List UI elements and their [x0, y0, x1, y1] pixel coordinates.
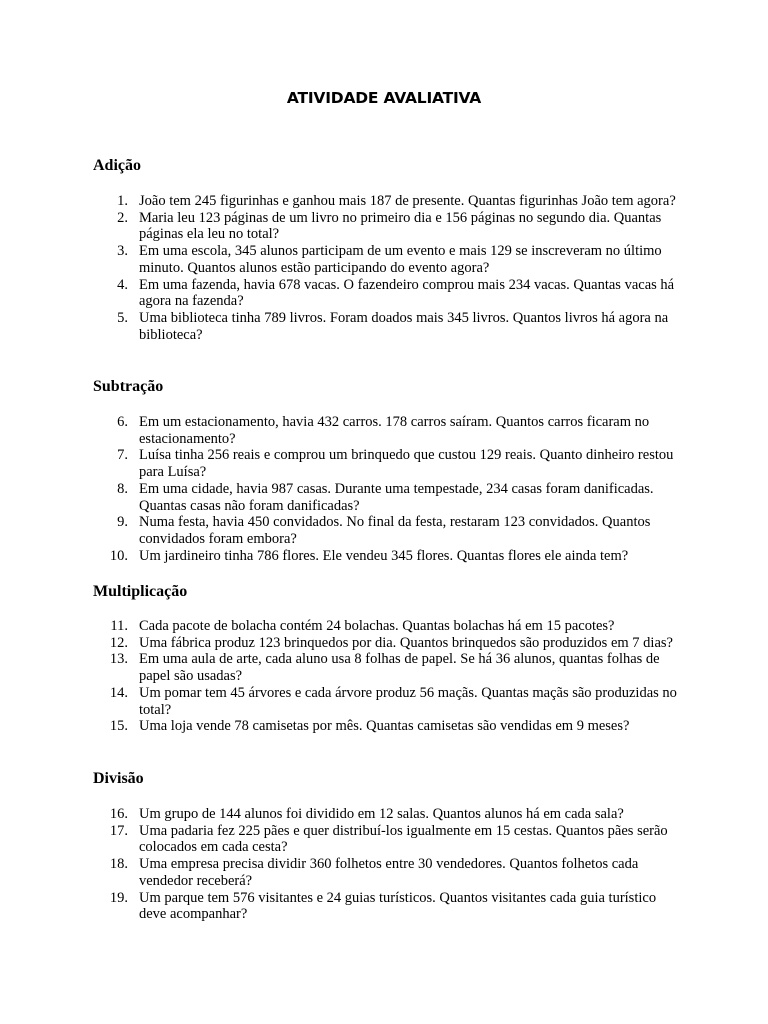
question-number: 7.: [117, 447, 128, 464]
question-number: 19.: [109, 889, 128, 906]
question-item: [93, 447, 683, 480]
question-number: 9.: [117, 514, 128, 531]
question-text: Maria leu 123 páginas de um livro no primeiro dia e 156 páginas no segundo dia. Quantas páginas ela leu no total?: [139, 209, 662, 243]
question-number: 18.: [109, 856, 128, 873]
question-item: [93, 310, 683, 343]
page-title: ATIVIDADE AVALIATIVA: [286, 89, 482, 107]
question-text: Um pomar tem 45 árvores e cada árvore produz 56 maçãs. Quantas maçãs são produzidas no total?: [139, 684, 677, 718]
question-text: Um grupo de 144 alunos foi dividido em 12 salas. Quantos alunos há em cada sala?: [139, 806, 624, 822]
question-number: 2.: [117, 209, 128, 226]
question-text: Em um estacionamento, havia 432 carros. 178 carros saíram. Quantos carros ficaram no estacionamento?: [139, 414, 650, 447]
question-item: [93, 514, 683, 547]
question-item: [93, 193, 683, 210]
question-item: [93, 651, 683, 684]
question-text: Numa festa, havia 450 convidados. No final da festa, restaram 123 convidados. Quantos convidados foram embora?: [139, 514, 651, 547]
question-number: 12.: [109, 634, 128, 651]
question-item: [93, 823, 683, 856]
question-text: Um jardineiro tinha 786 flores. Ele vendeu 345 flores. Quantas flores ele ainda tem?: [139, 547, 629, 564]
question-item: [93, 548, 683, 565]
question-number: 13.: [109, 651, 128, 668]
question-number: 15.: [109, 718, 128, 735]
question-number: 14.: [109, 684, 128, 701]
question-number: 10.: [109, 547, 128, 564]
question-text: Uma biblioteca tinha 789 livros. Foram doados mais 345 livros. Quantos livros há agora na biblioteca?: [139, 309, 669, 343]
question-item: [93, 635, 683, 652]
question-text: Uma loja vende 78 camisetas por mês. Quantas camisetas são vendidas em 9 meses?: [139, 718, 630, 735]
question-number: 4.: [117, 276, 128, 293]
question-item: [93, 806, 683, 823]
question-text: João tem 245 figurinhas e ganhou mais 187 de presente. Quantas figurinhas João tem agora?: [139, 193, 676, 209]
question-list-adicao: [93, 193, 683, 343]
question-item: [93, 685, 683, 718]
question-item: [93, 718, 683, 735]
question-item: [93, 277, 683, 310]
question-text: Uma fábrica produz 123 brinquedos por dia. Quantos brinquedos são produzidos em 7 dias?: [139, 634, 673, 651]
section-heading-subtracao: Subtração: [93, 378, 164, 395]
question-list-divisao: [93, 806, 683, 923]
question-text: Uma empresa precisa dividir 360 folhetos entre 30 vendedores. Quantos folhetos cada vendedor receberá?: [139, 856, 639, 889]
question-number: 16.: [109, 806, 128, 822]
question-number: 8.: [117, 480, 128, 497]
question-item: [93, 243, 683, 276]
section-heading-multiplicacao: Multiplicação: [93, 583, 188, 600]
section-heading-adicao: Adição: [93, 157, 141, 174]
question-text: Uma padaria fez 225 pães e quer distribuí-los igualmente em 15 cestas. Quantos pães serão colocados em cada cesta?: [139, 822, 668, 856]
question-text: Em uma escola, 345 alunos participam de um evento e mais 129 se inscreveram no último minuto. Quantos alunos estão participando do evento agora?: [139, 243, 662, 276]
question-number: 3.: [117, 243, 128, 260]
question-number: 1.: [117, 193, 128, 209]
question-item: [93, 414, 683, 447]
question-number: 6.: [117, 414, 128, 430]
question-item: [93, 856, 683, 889]
question-item: [93, 481, 683, 514]
question-item: [93, 890, 683, 923]
question-text: Luísa tinha 256 reais e comprou um brinquedo que custou 129 reais. Quanto dinheiro restou para Luísa?: [139, 447, 674, 481]
question-number: 11.: [110, 618, 128, 634]
question-item: [93, 618, 683, 635]
question-item: [93, 210, 683, 243]
question-list-subtracao: [93, 414, 683, 564]
question-text: Em uma cidade, havia 987 casas. Durante uma tempestade, 234 casas foram danificadas. Quantas casas não foram danificadas?: [139, 480, 654, 514]
question-text: Em uma aula de arte, cada aluno usa 8 folhas de papel. Se há 36 alunos, quantas folhas de papel são usadas?: [139, 651, 660, 685]
question-list-multiplicacao: [93, 618, 683, 735]
question-number: 17.: [109, 822, 128, 839]
question-text: Em uma fazenda, havia 678 vacas. O fazendeiro comprou mais 234 vacas. Quantas vacas há agora na fazenda?: [139, 276, 675, 310]
question-text: Cada pacote de bolacha contém 24 bolachas. Quantas bolachas há em 15 pacotes?: [139, 618, 615, 634]
section-heading-divisao: Divisão: [93, 770, 144, 787]
question-number: 5.: [117, 309, 128, 326]
question-text: Um parque tem 576 visitantes e 24 guias turísticos. Quantos visitantes cada guia turístico deve acompanhar?: [139, 889, 657, 923]
